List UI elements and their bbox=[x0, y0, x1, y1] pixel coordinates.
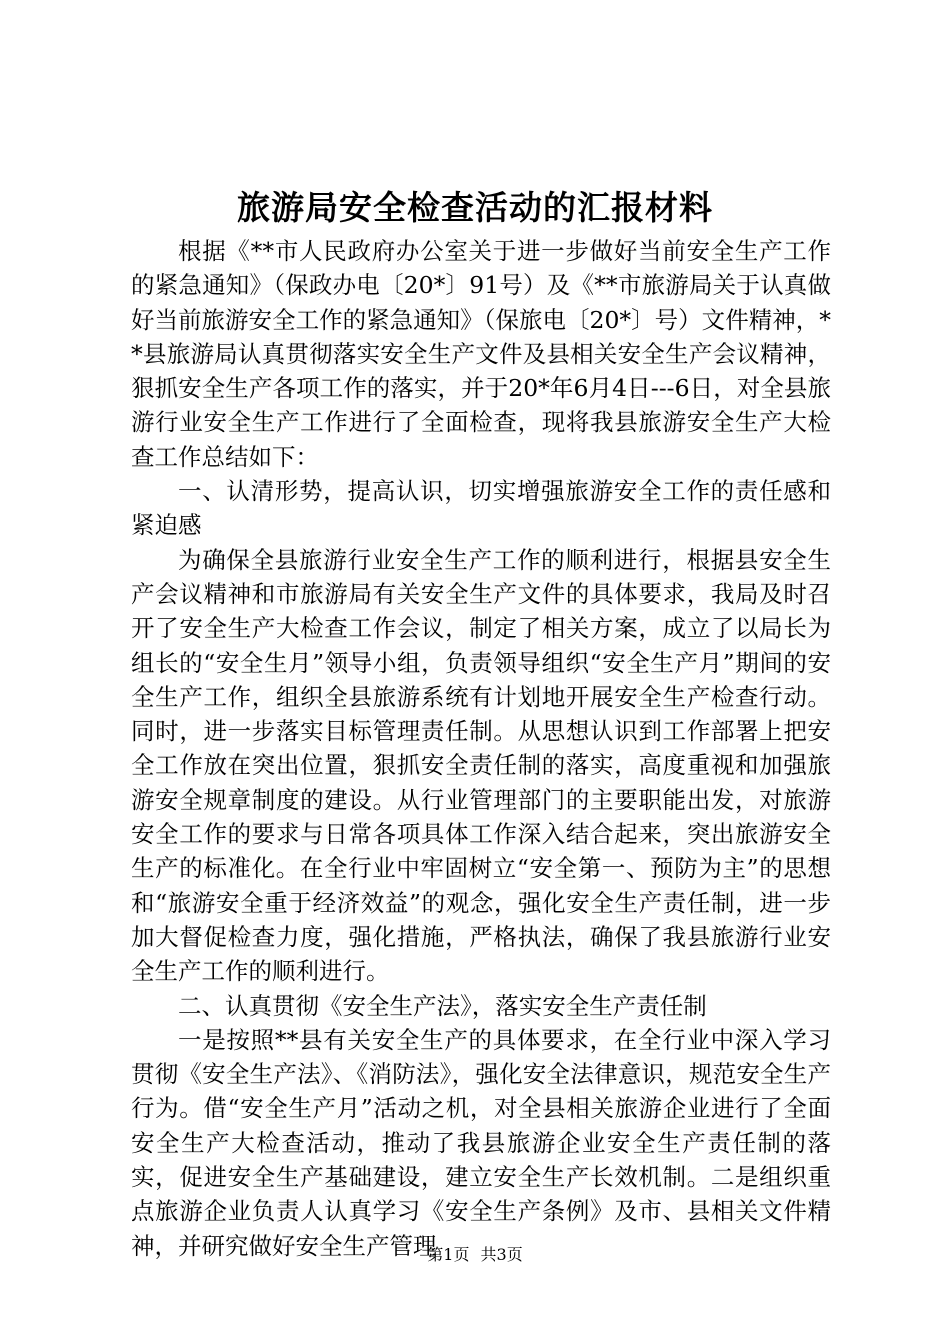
page-number: 第1页 bbox=[427, 1245, 470, 1264]
page-footer bbox=[0, 1244, 950, 1266]
section-heading-2: 二、认真贯彻《安全生产法》，落实安全生产责任制 bbox=[178, 991, 707, 1020]
document-title: 旅游局安全检查活动的汇报材料 bbox=[237, 188, 713, 227]
paragraph-section-1: 为确保全县旅游行业安全生产工作的顺利进行，根据县安全生产会议精神和市旅游局有关安全生产文件的具体要求，我局及时召开了安全生产大检查工作会议，制定了相关方案，成立了以局长为组长的“安全生月”领导小组，负责领导组织“安全生产月”期间的安全生产工作，组织全县旅游系统有计划地开展安全生产检查行动。同时，进一步落实目标管理责任制。从思想认识到工作部署上把安全工作放在突出位置，狠抓安全责任制的落实，高度重视和加强旅游安全规章制度的建设。从行业管理部门的主要职能出发，对旅游安全工作的要求与日常各项具体工作深入结合起来，突出旅游安全生产的标准化。在全行业中牢固树立“安全第一、预防为主”的思想和“旅游安全重于经济效益”的观念，强化安全生产责任制，进一步加大督促检查力度，强化措施，严格执法，确保了我县旅游行业安全生产工作的顺利进行。 bbox=[131, 545, 831, 986]
document-body bbox=[131, 234, 831, 1263]
section-heading-1: 一、认清形势，提高认识，切实增强旅游安全工作的责任感和紧迫感 bbox=[131, 477, 831, 540]
paragraph-section-2: 一是按照**县有关安全生产的具体要求，在全行业中深入学习贯彻《安全生产法》、《消防法》，强化安全法律意识，规范安全生产行为。借“安全生产月”活动之机，对全县相关旅游企业进行了全面安全生产大检查活动，推动了我县旅游企业安全生产责任制的落实，促进安全生产基础建设，建立安全生产长效机制。二是组织重点旅游企业负责人认真学习《安全生产条例》及市、县相关文件精神，并研究做好安全生产管理 bbox=[131, 1025, 831, 1260]
paragraph-intro: 根据《**市人民政府办公室关于进一步做好当前安全生产工作的紧急通知》（保政办电〔20*〕91号）及《**市旅游局关于认真做好当前旅游安全工作的紧急通知》（保旅电〔20*〕号）文件精神，**县旅游局认真贯彻落实安全生产文件及县相关安全生产会议精神，狠抓安全生产各项工作的落实，并于20*年6月4日---6日，对全县旅游行业安全生产工作进行了全面检查，现将我县旅游安全生产大检查工作总结如下： bbox=[131, 237, 831, 471]
page-total: 共3页 bbox=[480, 1245, 523, 1264]
